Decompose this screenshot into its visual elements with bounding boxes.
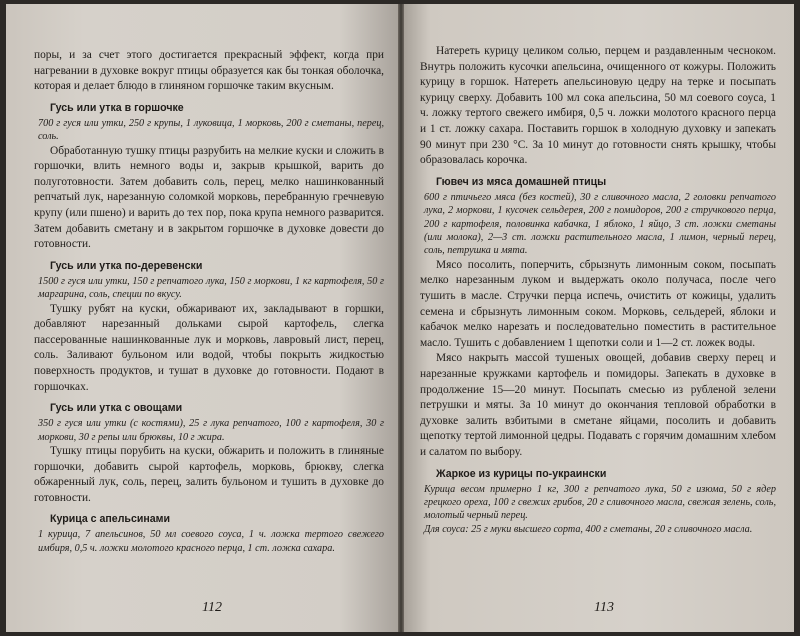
recipe-sauce: Для соуса: 25 г муки высшего сорта, 400 г сметаны, 20 г сливочного масла. <box>424 523 753 535</box>
book-gutter <box>398 4 404 632</box>
recipe-ingredients: Курица весом примерно 1 кг, 300 г репчатого лука, 50 г изюма, 50 г ядер грецкого ореха, 100 г свежих грибов, 20 г сливочного масла, свежая зелень, соль, молотый черный перец. <box>424 483 776 522</box>
left-page <box>6 4 398 632</box>
left-intro-text: поры, и за счет этого достигается прекрасный эффект, когда при нагревании в духовке вокруг птицы образуется как бы тонкая оболочка, которая и делает блюдо в глиняном горшочке таким вкусным. <box>34 49 384 93</box>
recipe-method: Тушку птицы порубить на куски, обжарить и положить в глиняные горшочки, добавить сырой картофель, морковь, брюкву, слегка обжаренный лук, соль, перец, залить бульоном и тушить в духовке до готовности. <box>34 444 384 504</box>
recipe-method: Тушку рубят на куски, обжаривают их, закладывают в горшки, добавляют нарезанный дольками сырой картофель, слегка пассерованные нашинкованные лук и морковь, лавровый лист, перец, соль. Заливают бульоном или водой, чтобы покрыть жидкостью поверхность продуктов, и тушат в духовке до готовности. Подают в горшочках. <box>34 302 384 393</box>
recipe-ingredients: 1500 г гуся или утки, 150 г репчатого лука, 150 г моркови, 1 кг картофеля, 50 г маргарина, соль, специи по вкусу. <box>38 275 384 301</box>
recipe-ingredients: 700 г гуся или утки, 250 г крупы, 1 луковица, 1 морковь, 200 г сметаны, перец, соль. <box>38 117 384 143</box>
page-number: 112 <box>202 600 222 615</box>
book-spread <box>6 4 794 632</box>
recipe-ingredients: 600 г птичьего мяса (без костей), 30 г сливочного масла, 2 головки репчатого лука, 2 моркови, 1 кусочек сельдерея, 200 г помидоров, 200 г стручкового перца, 200 г картофеля, половинка кабачка, 1 яблоко, 1 яйцо, 3 ст. ложки сметаны (или молока), 2—3 ст. ложки растительного масла, 1 лимон, черный перец, соль, петрушка и мята. <box>424 191 776 257</box>
recipe-title: Курица с апельсинами <box>50 513 170 526</box>
recipe-title: Гусь или утка по-деревенски <box>50 259 203 272</box>
recipe-method: Мясо накрыть массой тушеных овощей, добавив сверху перец и нарезанные кружками картофель и помидоры. Запекать в духовке в продолжение 15—20 минут. Посыпать смесью из рубленой зелени петрушки и мяты. За 10 минут до окончания тепловой обработки в духовке залить взбитыми в сметане яйцами, посолить и добавить щепотку тертой лимонной цедры. Подавать с горячим домашним хлебом и салатом по выбору. <box>420 352 776 458</box>
recipe-title: Гусь или утка с овощами <box>50 402 183 415</box>
recipe-ingredients: 1 курица, 7 апельсинов, 50 мл соевого соуса, 1 ч. ложка тертого свежего имбиря, 0,5 ч. ложки молотого красного перца, 1 ст. ложка сахара. <box>38 529 384 554</box>
right-intro-text: Натереть курицу целиком солью, перцем и раздавленным чесноком. Внутрь положить кусочки апельсина, очищенного от кожуры. Положить курицу в горшок. Натереть апельсиновую цедру на терке и посыпать курицу сверху. Добавить 100 мл сока апельсина, 50 мл соевого соуса, 1 ч. ложку тертого свежего имбиря, 0,5 ч. ложки молотого красного перца и 1 ст. ложку сахара. Поставить горшок в холодную духовку и запекать 90 минут при 230 °С. За 10 минут до готовности снять крышку, чтобы образовалась корочка. <box>420 45 776 167</box>
right-page <box>398 4 794 632</box>
page-number: 113 <box>594 600 614 615</box>
recipe-method: Обработанную тушку птицы разрубить на мелкие куски и сложить в горшочки, влить немного воды и, закрыв крышкой, варить до полуготовности. Затем добавить соль, перец, мелко нашинкованный репчатый лук, нарезанную соломкой морковь, перебранную гречневую крупу (или пшено) и варить до тех пор, пока крупа немного разварится. Затем добавить сметану и в закрытом горшочке в духовке довести до готовности. <box>34 144 384 251</box>
recipe-title: Гювеч из мяса домашней птицы <box>436 175 607 188</box>
recipe-method: Мясо посолить, поперчить, сбрызнуть лимонным соком, посыпать мелко нарезанным луком и выдержать около получаса, после чего тушить в масле. Стручки перца испечь, очистить от кожицы, удалить семена и сбрызнуть лимонным соком. Морковь, сельдерей, яблоки и кабачок мелко нарезать и последовательно поместить в растительное масло. Тушить с добавлением 1 щепотки соли и 1—2 ст. ложек воды. <box>420 258 776 349</box>
recipe-ingredients: 350 г гуся или утки (с костями), 25 г лука репчатого, 100 г картофеля, 30 г моркови, 30 г репы или брюквы, 10 г жира. <box>38 418 384 443</box>
recipe-title: Жаркое из курицы по-украински <box>436 467 607 480</box>
recipe-title: Гусь или утка в горшочке <box>50 101 184 114</box>
